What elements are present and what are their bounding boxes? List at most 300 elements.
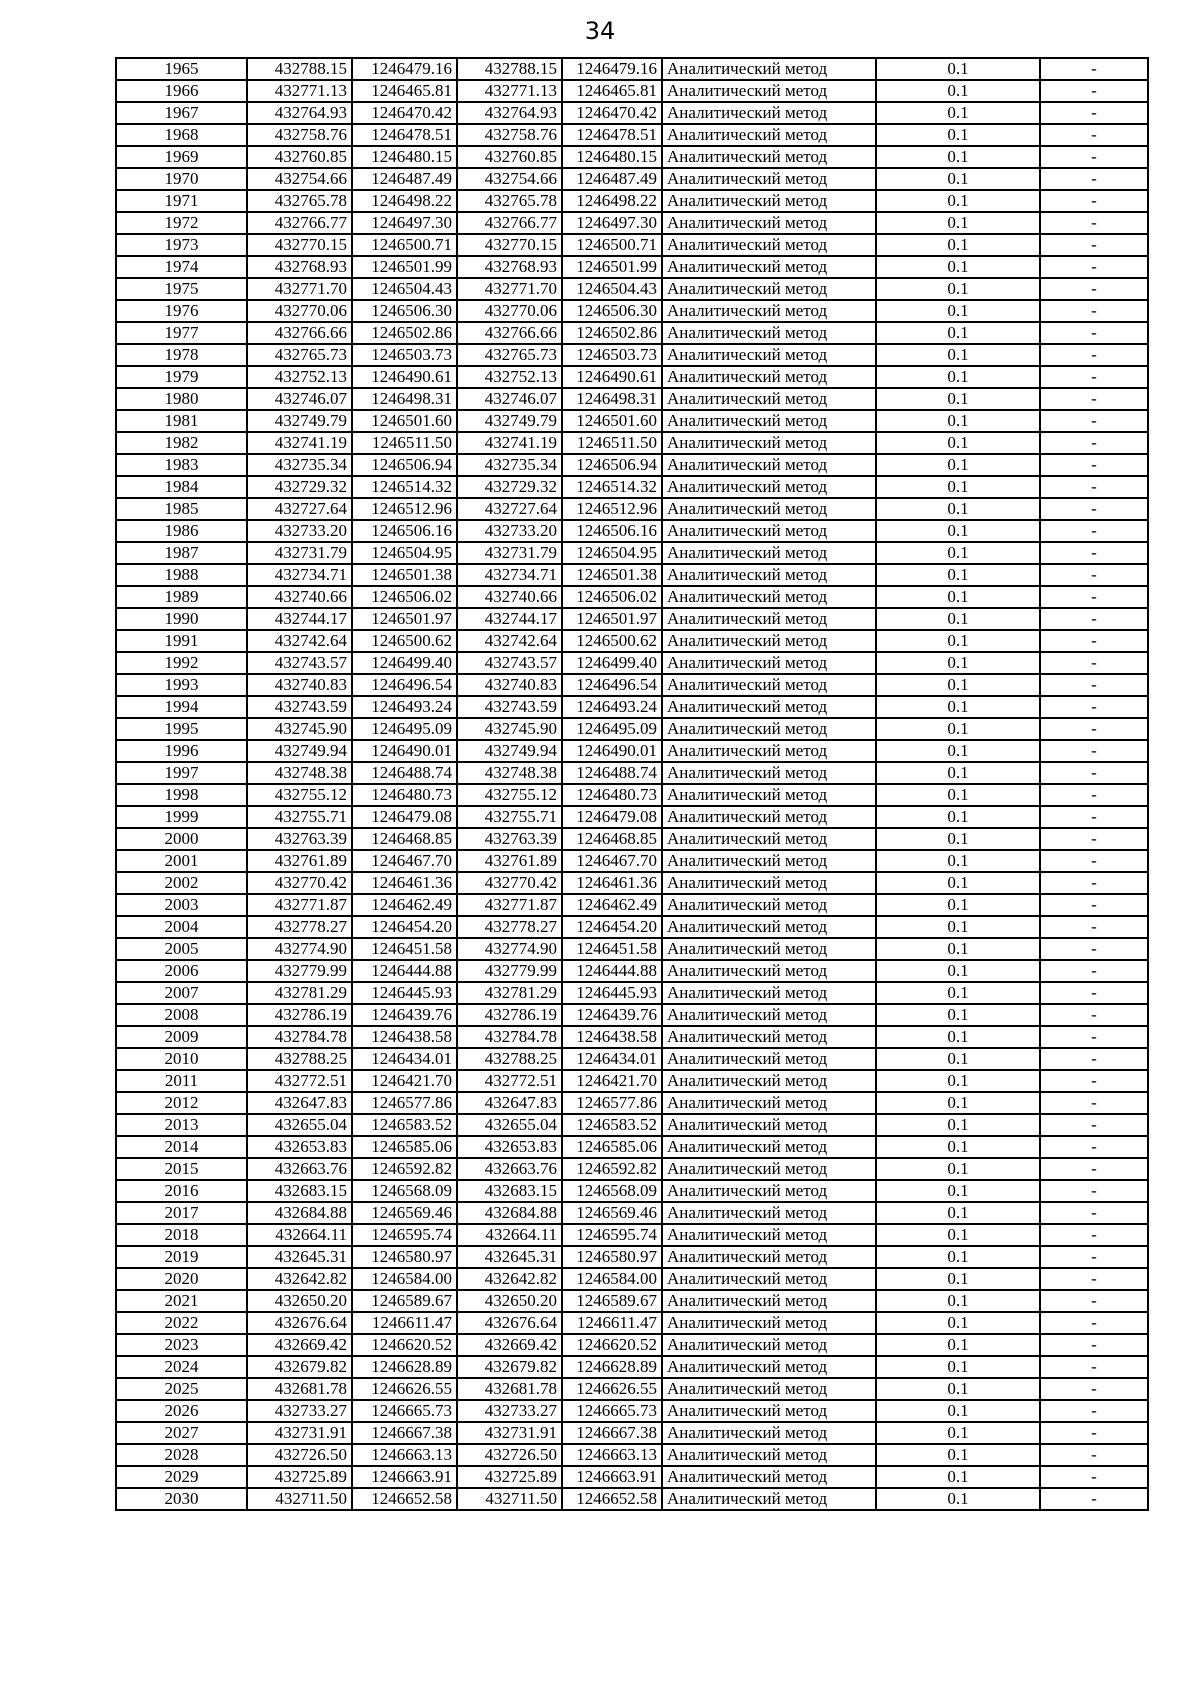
x-coordinate-2-cell: 432765.73: [457, 344, 562, 366]
y-coordinate-cell: 1246470.42: [352, 102, 457, 124]
y-coordinate-cell: 1246506.16: [352, 520, 457, 542]
y-coordinate-2-cell: 1246589.67: [562, 1290, 662, 1312]
method-cell: Аналитический метод: [662, 80, 876, 102]
point-number-cell: 1978: [116, 344, 247, 366]
x-coordinate-cell: 432771.87: [247, 894, 352, 916]
point-number-cell: 2006: [116, 960, 247, 982]
method-cell: Аналитический метод: [662, 762, 876, 784]
x-coordinate-cell: 432786.19: [247, 1004, 352, 1026]
y-coordinate-2-cell: 1246569.46: [562, 1202, 662, 1224]
x-coordinate-cell: 432683.15: [247, 1180, 352, 1202]
accuracy-cell: 0.1: [876, 1378, 1040, 1400]
x-coordinate-cell: 432754.66: [247, 168, 352, 190]
accuracy-cell: 0.1: [876, 432, 1040, 454]
x-coordinate-cell: 432733.27: [247, 1400, 352, 1422]
y-coordinate-2-cell: 1246490.01: [562, 740, 662, 762]
x-coordinate-cell: 432740.83: [247, 674, 352, 696]
x-coordinate-2-cell: 432788.25: [457, 1048, 562, 1070]
x-coordinate-2-cell: 432745.90: [457, 718, 562, 740]
description-cell: -: [1040, 432, 1148, 454]
description-cell: -: [1040, 410, 1148, 432]
point-number-cell: 1987: [116, 542, 247, 564]
point-number-cell: 1982: [116, 432, 247, 454]
method-cell: Аналитический метод: [662, 1444, 876, 1466]
x-coordinate-cell: 432772.51: [247, 1070, 352, 1092]
description-cell: -: [1040, 1158, 1148, 1180]
y-coordinate-cell: 1246583.52: [352, 1114, 457, 1136]
x-coordinate-cell: 432788.25: [247, 1048, 352, 1070]
accuracy-cell: 0.1: [876, 1070, 1040, 1092]
table-row: [116, 1136, 1148, 1158]
y-coordinate-cell: 1246501.99: [352, 256, 457, 278]
x-coordinate-2-cell: 432741.19: [457, 432, 562, 454]
x-coordinate-2-cell: 432766.66: [457, 322, 562, 344]
y-coordinate-2-cell: 1246478.51: [562, 124, 662, 146]
description-cell: -: [1040, 344, 1148, 366]
method-cell: Аналитический метод: [662, 168, 876, 190]
table-row: [116, 278, 1148, 300]
table-row: [116, 828, 1148, 850]
table-row: [116, 1048, 1148, 1070]
y-coordinate-cell: 1246514.32: [352, 476, 457, 498]
accuracy-cell: 0.1: [876, 146, 1040, 168]
method-cell: Аналитический метод: [662, 1356, 876, 1378]
description-cell: -: [1040, 1444, 1148, 1466]
x-coordinate-cell: 432729.32: [247, 476, 352, 498]
x-coordinate-cell: 432655.04: [247, 1114, 352, 1136]
x-coordinate-cell: 432745.90: [247, 718, 352, 740]
description-cell: -: [1040, 938, 1148, 960]
y-coordinate-cell: 1246665.73: [352, 1400, 457, 1422]
y-coordinate-cell: 1246569.46: [352, 1202, 457, 1224]
table-row: [116, 410, 1148, 432]
method-cell: Аналитический метод: [662, 1334, 876, 1356]
point-number-cell: 2026: [116, 1400, 247, 1422]
y-coordinate-2-cell: 1246495.09: [562, 718, 662, 740]
x-coordinate-cell: 432778.27: [247, 916, 352, 938]
accuracy-cell: 0.1: [876, 1422, 1040, 1444]
description-cell: -: [1040, 146, 1148, 168]
accuracy-cell: 0.1: [876, 1246, 1040, 1268]
description-cell: -: [1040, 828, 1148, 850]
y-coordinate-2-cell: 1246490.61: [562, 366, 662, 388]
table-row: [116, 322, 1148, 344]
x-coordinate-2-cell: 432684.88: [457, 1202, 562, 1224]
point-number-cell: 2007: [116, 982, 247, 1004]
accuracy-cell: 0.1: [876, 916, 1040, 938]
method-cell: Аналитический метод: [662, 696, 876, 718]
x-coordinate-2-cell: 432733.27: [457, 1400, 562, 1422]
point-number-cell: 1996: [116, 740, 247, 762]
description-cell: -: [1040, 1202, 1148, 1224]
accuracy-cell: 0.1: [876, 388, 1040, 410]
accuracy-cell: 0.1: [876, 1180, 1040, 1202]
y-coordinate-cell: 1246490.01: [352, 740, 457, 762]
y-coordinate-2-cell: 1246479.16: [562, 58, 662, 80]
accuracy-cell: 0.1: [876, 278, 1040, 300]
y-coordinate-2-cell: 1246470.42: [562, 102, 662, 124]
x-coordinate-cell: 432727.64: [247, 498, 352, 520]
description-cell: -: [1040, 1268, 1148, 1290]
description-cell: -: [1040, 630, 1148, 652]
accuracy-cell: 0.1: [876, 102, 1040, 124]
y-coordinate-2-cell: 1246663.13: [562, 1444, 662, 1466]
accuracy-cell: 0.1: [876, 1488, 1040, 1510]
x-coordinate-cell: 432676.64: [247, 1312, 352, 1334]
method-cell: Аналитический метод: [662, 146, 876, 168]
point-number-cell: 1991: [116, 630, 247, 652]
x-coordinate-2-cell: 432731.91: [457, 1422, 562, 1444]
x-coordinate-2-cell: 432676.64: [457, 1312, 562, 1334]
description-cell: -: [1040, 1114, 1148, 1136]
y-coordinate-cell: 1246490.61: [352, 366, 457, 388]
y-coordinate-2-cell: 1246652.58: [562, 1488, 662, 1510]
method-cell: Аналитический метод: [662, 322, 876, 344]
accuracy-cell: 0.1: [876, 1466, 1040, 1488]
point-number-cell: 2030: [116, 1488, 247, 1510]
method-cell: Аналитический метод: [662, 366, 876, 388]
method-cell: Аналитический метод: [662, 1224, 876, 1246]
y-coordinate-2-cell: 1246500.62: [562, 630, 662, 652]
x-coordinate-cell: 432779.99: [247, 960, 352, 982]
x-coordinate-2-cell: 432754.66: [457, 168, 562, 190]
table-row: [116, 1268, 1148, 1290]
table-row: [116, 300, 1148, 322]
point-number-cell: 1994: [116, 696, 247, 718]
y-coordinate-2-cell: 1246584.00: [562, 1268, 662, 1290]
method-cell: Аналитический метод: [662, 1070, 876, 1092]
method-cell: Аналитический метод: [662, 256, 876, 278]
description-cell: -: [1040, 234, 1148, 256]
description-cell: -: [1040, 1488, 1148, 1510]
accuracy-cell: 0.1: [876, 1136, 1040, 1158]
point-number-cell: 1966: [116, 80, 247, 102]
table-row: [116, 520, 1148, 542]
description-cell: -: [1040, 58, 1148, 80]
x-coordinate-cell: 432684.88: [247, 1202, 352, 1224]
x-coordinate-2-cell: 432742.64: [457, 630, 562, 652]
point-number-cell: 1993: [116, 674, 247, 696]
x-coordinate-2-cell: 432749.94: [457, 740, 562, 762]
accuracy-cell: 0.1: [876, 344, 1040, 366]
table-row: [116, 1026, 1148, 1048]
method-cell: Аналитический метод: [662, 586, 876, 608]
method-cell: Аналитический метод: [662, 828, 876, 850]
accuracy-cell: 0.1: [876, 300, 1040, 322]
y-coordinate-2-cell: 1246585.06: [562, 1136, 662, 1158]
y-coordinate-cell: 1246444.88: [352, 960, 457, 982]
y-coordinate-2-cell: 1246506.16: [562, 520, 662, 542]
x-coordinate-2-cell: 432679.82: [457, 1356, 562, 1378]
accuracy-cell: 0.1: [876, 1268, 1040, 1290]
accuracy-cell: 0.1: [876, 476, 1040, 498]
x-coordinate-cell: 432763.39: [247, 828, 352, 850]
description-cell: -: [1040, 1048, 1148, 1070]
y-coordinate-cell: 1246498.22: [352, 190, 457, 212]
x-coordinate-2-cell: 432760.85: [457, 146, 562, 168]
x-coordinate-cell: 432726.50: [247, 1444, 352, 1466]
accuracy-cell: 0.1: [876, 542, 1040, 564]
y-coordinate-cell: 1246479.08: [352, 806, 457, 828]
y-coordinate-cell: 1246462.49: [352, 894, 457, 916]
y-coordinate-2-cell: 1246444.88: [562, 960, 662, 982]
description-cell: -: [1040, 498, 1148, 520]
accuracy-cell: 0.1: [876, 564, 1040, 586]
y-coordinate-cell: 1246497.30: [352, 212, 457, 234]
accuracy-cell: 0.1: [876, 498, 1040, 520]
accuracy-cell: 0.1: [876, 1202, 1040, 1224]
y-coordinate-2-cell: 1246577.86: [562, 1092, 662, 1114]
x-coordinate-cell: 432731.79: [247, 542, 352, 564]
description-cell: -: [1040, 1290, 1148, 1312]
x-coordinate-2-cell: 432761.89: [457, 850, 562, 872]
y-coordinate-cell: 1246465.81: [352, 80, 457, 102]
x-coordinate-cell: 432743.59: [247, 696, 352, 718]
method-cell: Аналитический метод: [662, 1202, 876, 1224]
y-coordinate-cell: 1246468.85: [352, 828, 457, 850]
x-coordinate-cell: 432755.71: [247, 806, 352, 828]
x-coordinate-cell: 432765.73: [247, 344, 352, 366]
y-coordinate-cell: 1246501.60: [352, 410, 457, 432]
point-number-cell: 2009: [116, 1026, 247, 1048]
y-coordinate-2-cell: 1246506.94: [562, 454, 662, 476]
table-row: [116, 938, 1148, 960]
point-number-cell: 2017: [116, 1202, 247, 1224]
x-coordinate-cell: 432679.82: [247, 1356, 352, 1378]
point-number-cell: 2024: [116, 1356, 247, 1378]
y-coordinate-2-cell: 1246499.40: [562, 652, 662, 674]
method-cell: Аналитический метод: [662, 1488, 876, 1510]
point-number-cell: 1986: [116, 520, 247, 542]
y-coordinate-cell: 1246487.49: [352, 168, 457, 190]
table-row: [116, 190, 1148, 212]
point-number-cell: 2005: [116, 938, 247, 960]
accuracy-cell: 0.1: [876, 124, 1040, 146]
table-row: [116, 1180, 1148, 1202]
description-cell: -: [1040, 718, 1148, 740]
table-row: [116, 234, 1148, 256]
method-cell: Аналитический метод: [662, 872, 876, 894]
x-coordinate-2-cell: 432655.04: [457, 1114, 562, 1136]
description-cell: -: [1040, 674, 1148, 696]
method-cell: Аналитический метод: [662, 1004, 876, 1026]
y-coordinate-2-cell: 1246488.74: [562, 762, 662, 784]
table-row: [116, 1224, 1148, 1246]
table-row: [116, 432, 1148, 454]
description-cell: -: [1040, 278, 1148, 300]
x-coordinate-cell: 432768.93: [247, 256, 352, 278]
x-coordinate-cell: 432770.06: [247, 300, 352, 322]
table-row: [116, 608, 1148, 630]
x-coordinate-cell: 432788.15: [247, 58, 352, 80]
method-cell: Аналитический метод: [662, 652, 876, 674]
x-coordinate-cell: 432752.13: [247, 366, 352, 388]
accuracy-cell: 0.1: [876, 762, 1040, 784]
y-coordinate-cell: 1246451.58: [352, 938, 457, 960]
x-coordinate-2-cell: 432729.32: [457, 476, 562, 498]
x-coordinate-cell: 432746.07: [247, 388, 352, 410]
description-cell: -: [1040, 1180, 1148, 1202]
y-coordinate-2-cell: 1246461.36: [562, 872, 662, 894]
x-coordinate-2-cell: 432725.89: [457, 1466, 562, 1488]
description-cell: -: [1040, 1334, 1148, 1356]
point-number-cell: 1971: [116, 190, 247, 212]
table-row: [116, 1004, 1148, 1026]
accuracy-cell: 0.1: [876, 190, 1040, 212]
accuracy-cell: 0.1: [876, 696, 1040, 718]
method-cell: Аналитический метод: [662, 564, 876, 586]
method-cell: Аналитический метод: [662, 718, 876, 740]
point-number-cell: 2001: [116, 850, 247, 872]
y-coordinate-2-cell: 1246501.99: [562, 256, 662, 278]
x-coordinate-2-cell: 432772.51: [457, 1070, 562, 1092]
x-coordinate-cell: 432742.64: [247, 630, 352, 652]
table-row: [116, 80, 1148, 102]
y-coordinate-cell: 1246663.13: [352, 1444, 457, 1466]
x-coordinate-cell: 432761.89: [247, 850, 352, 872]
x-coordinate-2-cell: 432743.59: [457, 696, 562, 718]
table-row: [116, 1422, 1148, 1444]
x-coordinate-2-cell: 432770.42: [457, 872, 562, 894]
point-number-cell: 1992: [116, 652, 247, 674]
accuracy-cell: 0.1: [876, 234, 1040, 256]
y-coordinate-2-cell: 1246665.73: [562, 1400, 662, 1422]
description-cell: -: [1040, 1070, 1148, 1092]
y-coordinate-2-cell: 1246611.47: [562, 1312, 662, 1334]
point-number-cell: 2025: [116, 1378, 247, 1400]
description-cell: -: [1040, 740, 1148, 762]
x-coordinate-cell: 432771.13: [247, 80, 352, 102]
method-cell: Аналитический метод: [662, 1114, 876, 1136]
point-number-cell: 1998: [116, 784, 247, 806]
accuracy-cell: 0.1: [876, 1334, 1040, 1356]
description-cell: -: [1040, 586, 1148, 608]
table-row: [116, 146, 1148, 168]
y-coordinate-cell: 1246495.09: [352, 718, 457, 740]
table-row: [116, 1114, 1148, 1136]
x-coordinate-cell: 432711.50: [247, 1488, 352, 1510]
table-row: [116, 916, 1148, 938]
x-coordinate-2-cell: 432763.39: [457, 828, 562, 850]
x-coordinate-cell: 432760.85: [247, 146, 352, 168]
x-coordinate-cell: 432764.93: [247, 102, 352, 124]
x-coordinate-cell: 432731.91: [247, 1422, 352, 1444]
accuracy-cell: 0.1: [876, 1356, 1040, 1378]
table-row: [116, 366, 1148, 388]
y-coordinate-cell: 1246493.24: [352, 696, 457, 718]
x-coordinate-cell: 432645.31: [247, 1246, 352, 1268]
point-number-cell: 1989: [116, 586, 247, 608]
coordinates-table: [115, 57, 1149, 1511]
point-number-cell: 1967: [116, 102, 247, 124]
accuracy-cell: 0.1: [876, 322, 1040, 344]
y-coordinate-2-cell: 1246465.81: [562, 80, 662, 102]
description-cell: -: [1040, 388, 1148, 410]
method-cell: Аналитический метод: [662, 674, 876, 696]
y-coordinate-cell: 1246500.71: [352, 234, 457, 256]
table-row: [116, 674, 1148, 696]
table-row: [116, 476, 1148, 498]
description-cell: -: [1040, 1026, 1148, 1048]
point-number-cell: 1975: [116, 278, 247, 300]
table-row: [116, 1246, 1148, 1268]
description-cell: -: [1040, 850, 1148, 872]
accuracy-cell: 0.1: [876, 960, 1040, 982]
table-row: [116, 102, 1148, 124]
y-coordinate-2-cell: 1246501.97: [562, 608, 662, 630]
coordinates-table-body: [116, 58, 1148, 1510]
x-coordinate-2-cell: 432771.70: [457, 278, 562, 300]
table-row: [116, 806, 1148, 828]
x-coordinate-2-cell: 432774.90: [457, 938, 562, 960]
accuracy-cell: 0.1: [876, 938, 1040, 960]
accuracy-cell: 0.1: [876, 1224, 1040, 1246]
y-coordinate-2-cell: 1246626.55: [562, 1378, 662, 1400]
x-coordinate-cell: 432664.11: [247, 1224, 352, 1246]
method-cell: Аналитический метод: [662, 1268, 876, 1290]
x-coordinate-2-cell: 432743.57: [457, 652, 562, 674]
y-coordinate-2-cell: 1246462.49: [562, 894, 662, 916]
x-coordinate-2-cell: 432744.17: [457, 608, 562, 630]
point-number-cell: 2015: [116, 1158, 247, 1180]
method-cell: Аналитический метод: [662, 388, 876, 410]
accuracy-cell: 0.1: [876, 1158, 1040, 1180]
accuracy-cell: 0.1: [876, 1444, 1040, 1466]
table-row: [116, 1378, 1148, 1400]
method-cell: Аналитический метод: [662, 102, 876, 124]
y-coordinate-cell: 1246421.70: [352, 1070, 457, 1092]
method-cell: Аналитический метод: [662, 938, 876, 960]
x-coordinate-2-cell: 432752.13: [457, 366, 562, 388]
y-coordinate-cell: 1246438.58: [352, 1026, 457, 1048]
table-row: [116, 58, 1148, 80]
x-coordinate-2-cell: 432731.79: [457, 542, 562, 564]
table-row: [116, 652, 1148, 674]
method-cell: Аналитический метод: [662, 960, 876, 982]
table-row: [116, 696, 1148, 718]
y-coordinate-2-cell: 1246445.93: [562, 982, 662, 1004]
method-cell: Аналитический метод: [662, 1026, 876, 1048]
description-cell: -: [1040, 1378, 1148, 1400]
point-number-cell: 1997: [116, 762, 247, 784]
x-coordinate-2-cell: 432746.07: [457, 388, 562, 410]
y-coordinate-2-cell: 1246503.73: [562, 344, 662, 366]
table-row: [116, 1290, 1148, 1312]
point-number-cell: 1965: [116, 58, 247, 80]
y-coordinate-2-cell: 1246479.08: [562, 806, 662, 828]
table-row: [116, 586, 1148, 608]
method-cell: Аналитический метод: [662, 1048, 876, 1070]
x-coordinate-cell: 432663.76: [247, 1158, 352, 1180]
accuracy-cell: 0.1: [876, 1004, 1040, 1026]
method-cell: Аналитический метод: [662, 740, 876, 762]
method-cell: Аналитический метод: [662, 300, 876, 322]
y-coordinate-cell: 1246577.86: [352, 1092, 457, 1114]
x-coordinate-cell: 432733.20: [247, 520, 352, 542]
point-number-cell: 1974: [116, 256, 247, 278]
table-row: [116, 124, 1148, 146]
x-coordinate-2-cell: 432711.50: [457, 1488, 562, 1510]
method-cell: Аналитический метод: [662, 1466, 876, 1488]
y-coordinate-cell: 1246611.47: [352, 1312, 457, 1334]
accuracy-cell: 0.1: [876, 1400, 1040, 1422]
accuracy-cell: 0.1: [876, 1092, 1040, 1114]
table-row: [116, 1070, 1148, 1092]
y-coordinate-cell: 1246461.36: [352, 872, 457, 894]
y-coordinate-2-cell: 1246421.70: [562, 1070, 662, 1092]
accuracy-cell: 0.1: [876, 982, 1040, 1004]
description-cell: -: [1040, 894, 1148, 916]
